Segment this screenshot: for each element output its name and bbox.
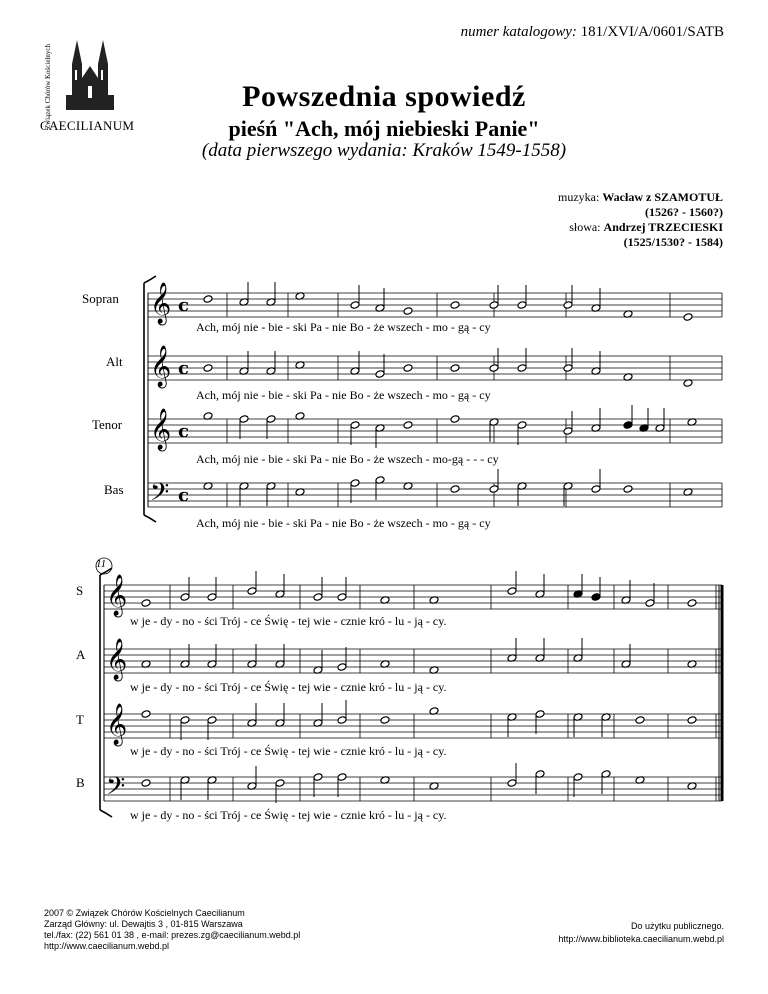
note-head [591,367,601,376]
lyric-line-s: w je - dy - no - ści Trój - ce Świę - tej wie - cznie kró - lu - ją - cy. [130,614,447,628]
note-head [380,660,390,669]
catalog-value: 181/XVI/A/0601/SATB [580,24,724,40]
note-head [573,773,583,782]
footer-line-3: tel./fax: (22) 561 01 38 , e-mail: prezes.zg@caecilianum.webd.pl [44,930,301,940]
note-head [247,719,257,728]
note-head [507,654,517,663]
note-head [275,719,285,728]
note-head [623,373,633,382]
note-head [380,596,390,605]
note-head [563,427,573,436]
note-head [429,782,439,791]
note-head [429,707,439,716]
song-subtitle: pieśń "Ach, mój niebieski Panie" [228,116,540,141]
note-head [573,654,583,663]
note-head [517,421,527,430]
note-head [517,364,527,373]
song-title: Powszednia spowiedź [242,80,526,113]
note-head [683,379,693,388]
note-head [141,710,151,719]
note-head [141,779,151,788]
note-head [623,421,633,430]
lyric-line-t: w je - dy - no - ści Trój - ce Świę - tej wie - cznie kró - lu - ją - cy. [130,744,447,758]
treble-clef-icon: 𝄞 [106,639,128,680]
note-head [266,482,276,491]
note-head [403,307,413,316]
logo-name: CAECILIANUM [40,118,135,133]
common-time-icon: c [178,358,189,379]
note-head [239,415,249,424]
treble-clef-icon: 𝄞 [150,346,172,387]
words-dates: (1525/1530? - 1584) [623,235,723,249]
note-head [645,599,655,608]
note-head [207,716,217,725]
voice-label-s: S [76,583,84,598]
note-head [591,304,601,313]
lyric-line-tenor: Ach, mój nie - bie - ski Pa - nie Bo - że wszech - mo-gą - - - cy [196,452,499,466]
note-head [380,776,390,785]
note-head [203,412,213,421]
note-head [489,485,499,494]
note-head [429,596,439,605]
logo-subtitle: Związek Chórów Kościelnych [44,44,52,130]
note-head [313,773,323,782]
voice-label-tenor: Tenor [92,417,123,432]
note-head [450,301,460,310]
note-head [337,716,347,725]
note-head [207,776,217,785]
note-head [535,770,545,779]
note-head [450,364,460,373]
note-head [687,660,697,669]
note-head [683,488,693,497]
note-head [403,364,413,373]
note-head [687,716,697,725]
note-head [275,660,285,669]
note-head [591,424,601,433]
note-head [375,476,385,485]
note-head [623,485,633,494]
lyric-line-sopran: Ach, mój nie - bie - ski Pa - nie Bo - że wszech - mo - gą - cy [196,320,491,334]
note-head [489,301,499,310]
voice-label-b: B [76,775,85,790]
note-head [535,710,545,719]
note-head [429,666,439,675]
note-head [375,424,385,433]
note-head [247,587,257,596]
note-head [563,301,573,310]
voice-label-alt: Alt [106,354,123,369]
note-head [507,587,517,596]
note-head [203,482,213,491]
library-url[interactable]: http://www.biblioteka.caecilianum.webd.pl [558,934,724,944]
note-head [313,719,323,728]
words-author: Andrzej TRZECIESKI [603,220,723,234]
note-head [380,716,390,725]
system-bracket [100,568,112,817]
lyric-line-a: w je - dy - no - ści Trój - ce Świę - tej wie - cznie kró - lu - ją - cy. [130,680,447,694]
note-head [687,782,697,791]
common-time-icon: c [178,485,189,506]
note-head [635,776,645,785]
note-head [337,663,347,672]
note-head [266,367,276,376]
treble-clef-icon: 𝄞 [106,575,128,616]
note-head [635,716,645,725]
note-head [591,485,601,494]
note-head [180,593,190,602]
note-head [313,666,323,675]
note-head [266,298,276,307]
note-head [180,660,190,669]
note-head [203,364,213,373]
note-head [203,295,213,304]
note-head [350,479,360,488]
note-head [239,482,249,491]
public-use-note: Do użytku publicznego. [630,921,724,931]
credits [558,190,723,250]
note-head [403,482,413,491]
music-composer: Wacław z SZAMOTUŁ [602,190,723,204]
footer-line-2: Zarząd Główny: ul. Dewajtis 3 , 01-815 Warszawa [44,919,243,929]
measure-number: 11 [96,558,107,570]
note-head [180,716,190,725]
lyric-line-bas: Ach, mój nie - bie - ski Pa - nie Bo - że wszech - mo - gą - cy [196,516,491,530]
note-head [639,424,649,433]
footer-copyright [44,908,300,952]
voice-label-bas: Bas [104,482,124,497]
note-head [239,367,249,376]
system-bracket [144,276,156,522]
note-head [141,660,151,669]
note-head [621,660,631,669]
note-head [601,770,611,779]
footer-license [558,920,724,946]
note-head [350,367,360,376]
note-head [655,424,665,433]
note-head [180,776,190,785]
note-head [207,593,217,602]
note-head [621,596,631,605]
note-head [266,415,276,424]
note-head [507,713,517,722]
note-head [207,660,217,669]
note-head [563,482,573,491]
lyric-line-alt: Ach, mój nie - bie - ski Pa - nie Bo - że wszech - mo - gą - cy [196,388,491,402]
words-label: słowa: [569,220,601,234]
common-time-icon: c [178,295,189,316]
note-head [247,782,257,791]
note-head [591,593,601,602]
note-head [601,713,611,722]
note-head [275,590,285,599]
note-head [375,370,385,379]
common-time-icon: c [178,421,189,442]
treble-clef-icon: 𝄞 [106,704,128,745]
note-head [517,301,527,310]
catalog-number [461,24,724,41]
note-head [687,418,697,427]
note-head [350,301,360,310]
note-head [337,773,347,782]
bass-clef-icon: 𝄢 [150,478,170,513]
footer-line-1: 2007 © Związek Chórów Kościelnych Caecilianum [44,908,245,918]
note-head [247,660,257,669]
note-head [450,485,460,494]
voice-label-t: T [76,712,84,727]
note-head [535,654,545,663]
note-head [517,482,527,491]
treble-clef-icon: 𝄞 [150,409,172,450]
note-head [507,779,517,788]
note-head [337,593,347,602]
note-head [489,364,499,373]
note-head [350,421,360,430]
note-head [563,364,573,373]
bass-clef-icon: 𝄢 [106,772,126,807]
publication-date: (data pierwszego wydania: Kraków 1549-1558) [201,140,567,161]
note-head [295,488,305,497]
footer-line-4[interactable]: http://www.caecilianum.webd.pl [44,941,170,951]
note-head [141,599,151,608]
note-head [489,418,499,427]
note-head [573,713,583,722]
catalog-label: numer katalogowy: [460,24,577,40]
note-head [295,412,305,421]
note-head [683,313,693,322]
note-head [239,298,249,307]
note-head [295,292,305,301]
note-head [573,590,583,599]
music-dates: (1526? - 1560?) [645,205,723,219]
lyric-line-b: w je - dy - no - ści Trój - ce Świę - tej wie - cznie kró - lu - ją - cy. [130,808,447,822]
note-head [295,361,305,370]
treble-clef-icon: 𝄞 [150,283,172,324]
note-head [535,590,545,599]
note-head [313,593,323,602]
music-label: muzyka: [558,190,600,204]
note-head [687,599,697,608]
note-head [275,779,285,788]
note-head [375,304,385,313]
note-head [403,421,413,430]
note-head [623,310,633,319]
voice-label-sopran: Sopran [82,291,119,306]
voice-label-a: A [76,647,86,662]
note-head [450,415,460,424]
